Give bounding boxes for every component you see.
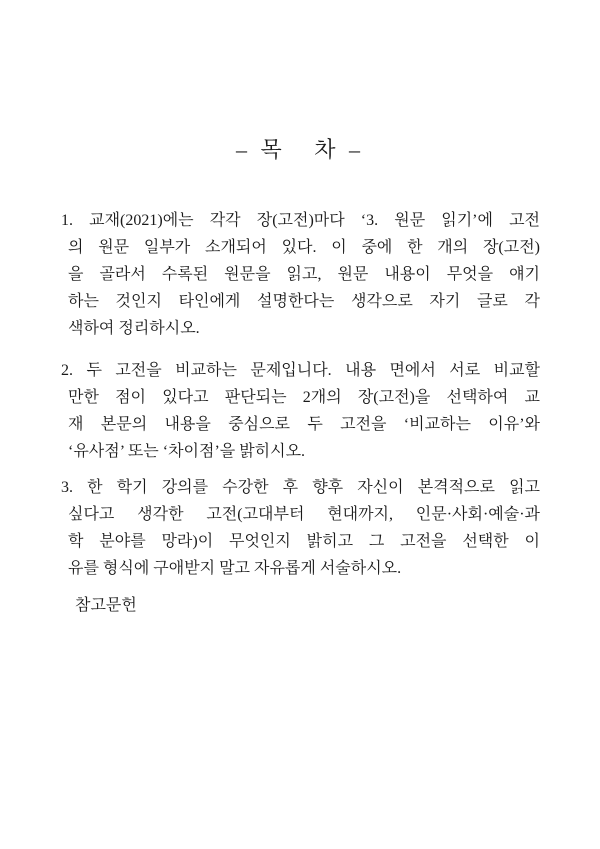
line-text: 만한 점이 있다고 판단되는 2개의 장(고전)을 선택하여 교 [68,389,540,406]
line-text: 싶다고 생각한 고전(고대부터 현대까지, 인문·사회·예술·과 [68,506,540,523]
page-title: – 목 차 – [235,137,364,162]
list-line [61,207,540,234]
line-text: 유를 형식에 구애받지 말고 자유롭게 서술하시오. [68,560,402,577]
item-number: 1. [61,212,73,229]
line-text: 두 고전을 비교하는 문제입니다. 내용 면에서 서로 비교할 [86,362,540,379]
line-text: 하는 것인지 타인에게 설명한다는 생각으로 자기 글로 각 [68,293,540,310]
line-text: 학 분야를 망라)이 무엇인지 밝히고 그 고전을 선택한 이 [68,533,540,550]
list-line [68,234,540,261]
list-line [68,261,540,288]
line-text: ‘유사점’ 또는 ‘차이점’을 밝히시오. [68,443,306,460]
references-label: 참고문헌 [75,597,137,614]
list-line [68,315,540,342]
list-line [68,501,540,528]
list-line [61,357,540,384]
item-number: 2. [61,362,73,379]
line-text: 색하여 정리하시오. [68,320,200,337]
line-text: 재 본문의 내용을 중심으로 두 고전을 ‘비교하는 이유’와 [68,416,540,433]
line-text: 을 골라서 수록된 원문을 읽고, 원문 내용이 무엇을 얘기 [68,266,540,283]
list-item-1 [61,207,540,342]
item-number: 3. [61,479,73,496]
list-line [68,384,540,411]
line-text: 의 원문 일부가 소개되어 있다. 이 중에 한 개의 장(고전) [68,239,540,256]
list-line [68,555,540,582]
list-item-2 [61,357,540,465]
line-text: 한 학기 강의를 수강한 후 향후 자신이 본격적으로 읽고 [87,479,540,496]
list-line [68,411,540,438]
line-text: 교재(2021)에는 각각 장(고전)마다 ‘3. 원문 읽기’에 고전 [89,212,540,229]
list-line [61,474,540,501]
list-line [68,438,540,465]
list-item-3 [61,474,540,582]
list-line [68,528,540,555]
list-line [68,288,540,315]
